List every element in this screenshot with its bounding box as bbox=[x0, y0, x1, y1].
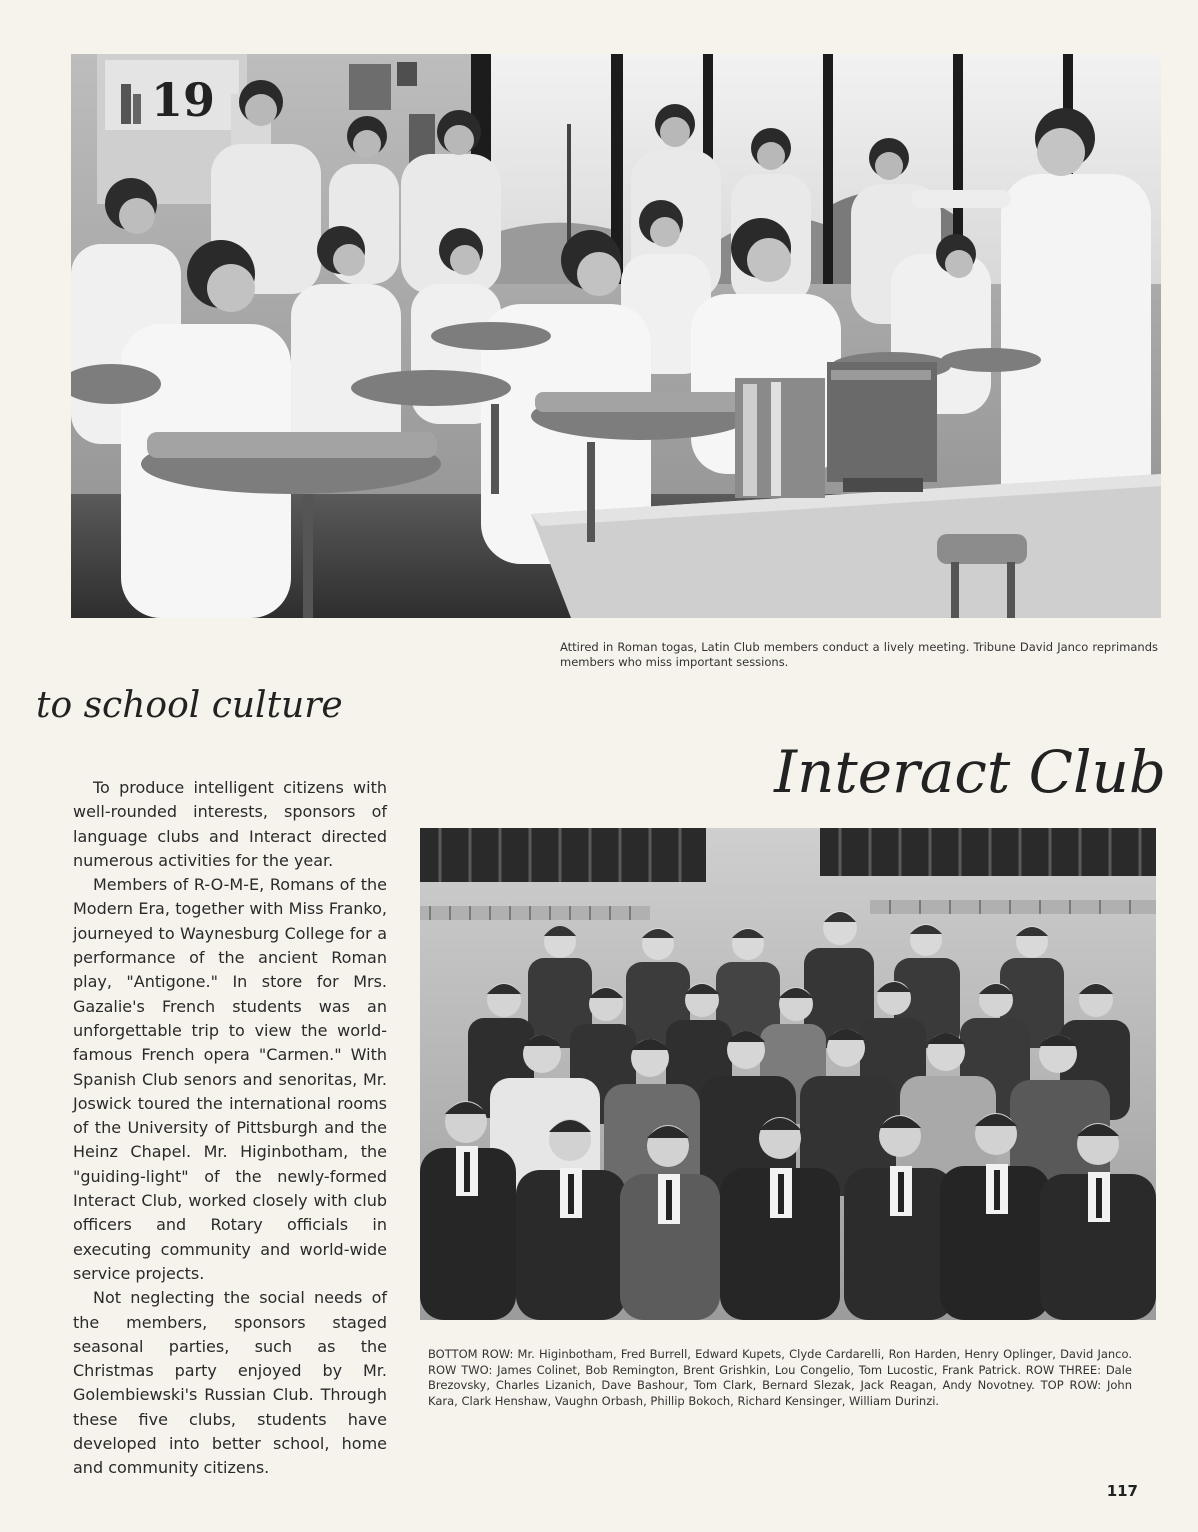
page-number: 117 bbox=[1106, 1482, 1138, 1500]
section-heading: to school culture bbox=[36, 685, 343, 726]
body-paragraph: Members of R-O-M-E, Romans of the Modern Era, together with Miss Franko, journeyed to Waynesburg College for a performance of the ancient Roman play, "Antigone." In store for Mrs. Gazalie's French students was an unforgettable trip to view the world-famous French opera "Carmen." With Spanish Club senors and senoritas, Mr. Joswick toured the international rooms of the University of Pittsburgh and the Heinz Chapel. Mr. Higinbotham, the "guiding-light" of the newly-formed Interact Club, worked closely with club officers and Rotary officials in executing community and world-wide service projects. bbox=[73, 875, 387, 1283]
body-paragraph: To produce intelligent citizens with well-rounded interests, sponsors of language clubs and Interact directed numerous activities for the year. bbox=[73, 778, 387, 870]
group-photo-caption: BOTTOM ROW: Mr. Higinbotham, Fred Burrell, Edward Kupets, Clyde Cardarelli, Ron Harden, Henry Oplinger, David Janco. ROW TWO: James Colinet, Bob Remington, Brent Grishkin, Lou Congelio, Tom Lucostic, Frank Patrick. ROW THREE: Dale Brezovsky, Charles Lizanich, Dave Bashour, Tom Clark, Bernard Slezak, Jack Reagan, Andy Novotney. TOP ROW: John Kara, Clark Henshaw, Vaughn Orbash, Phillip Bokoch, Richard Kensinger, William Durinzi. bbox=[428, 1347, 1132, 1408]
book-stack bbox=[735, 362, 937, 498]
article-body bbox=[73, 776, 387, 1481]
interact-club-group-photo bbox=[420, 828, 1156, 1320]
curtain-left bbox=[420, 828, 706, 882]
calendar-number: 19 bbox=[150, 73, 216, 127]
latin-club-photo-drawing bbox=[71, 54, 1161, 618]
latin-club-caption: Attired in Roman togas, Latin Club members conduct a lively meeting. Tribune David Janco reprimands members who miss important sessions. bbox=[560, 640, 1158, 669]
latin-club-photo bbox=[71, 54, 1161, 618]
interact-club-title: Interact Club bbox=[774, 738, 1166, 806]
body-paragraph: Not neglecting the social needs of the members, sponsors staged seasonal parties, such as the Christmas party enjoyed by Mr. Golembiewski's Russian Club. Through these five clubs, students have developed into better school, home and community citizens. bbox=[73, 1288, 387, 1478]
group-photo-drawing bbox=[420, 828, 1156, 1320]
